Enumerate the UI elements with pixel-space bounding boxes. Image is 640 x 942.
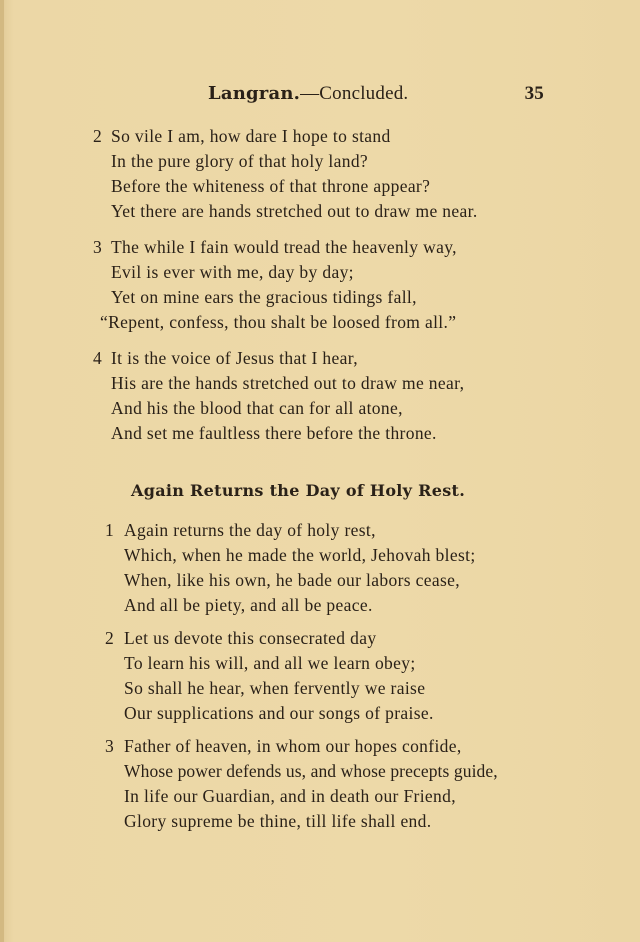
page-binding-edge: [0, 0, 4, 942]
running-title-suffix: —Concluded.: [300, 83, 409, 104]
verse-line: Father of heaven, in whom our hopes confide,: [124, 736, 462, 756]
verse-line: And set me faultless there before the throne.: [111, 423, 437, 443]
verse-line: In life our Guardian, and in death our Friend,: [124, 786, 456, 806]
verse-line: It is the voice of Jesus that I hear,: [111, 348, 358, 368]
verse-line: When, like his own, he bade our labors cease,: [124, 570, 460, 590]
verse-line: His are the hands stretched out to draw me near,: [111, 373, 465, 393]
page-number: 35: [524, 83, 544, 104]
verse-line: Again returns the day of holy rest,: [124, 520, 376, 540]
verse-line: “Repent, confess, thou shalt be loosed from all.”: [100, 312, 457, 332]
verse-line: To learn his will, and all we learn obey;: [124, 653, 416, 673]
stanza-number: 2: [93, 126, 102, 146]
verse-line: Before the whiteness of that throne appear?: [111, 176, 431, 196]
verse-line: Whose power defends us, and whose precepts guide,: [124, 761, 498, 781]
verse-line: And all be piety, and all be peace.: [124, 595, 373, 615]
stanza-number: 2: [105, 628, 114, 648]
verse-line: Our supplications and our songs of praise.: [124, 703, 434, 723]
verse-line: In the pure glory of that holy land?: [111, 151, 369, 171]
verse-line: Evil is ever with me, day by day;: [111, 262, 354, 282]
running-title: [208, 83, 408, 105]
verse-line: So vile I am, how dare I hope to stand: [111, 126, 391, 146]
verse-line: Yet there are hands stretched out to draw me near.: [111, 201, 478, 221]
stanza-number: 3: [105, 736, 114, 756]
stanza-number: 1: [105, 520, 114, 540]
stanza-number: 4: [93, 348, 102, 368]
verse-line: And his the blood that can for all atone,: [111, 398, 403, 418]
verse-line: The while I fain would tread the heavenly way,: [111, 237, 457, 257]
verse-line: Glory supreme be thine, till life shall end.: [124, 811, 432, 831]
hymn-title: Again Returns the Day of Holy Rest.: [131, 481, 466, 500]
verse-line: Which, when he made the world, Jehovah blest;: [124, 545, 476, 565]
verse-line: Let us devote this consecrated day: [124, 628, 377, 648]
page-header: [208, 83, 544, 107]
verse-line: So shall he hear, when fervently we raise: [124, 678, 426, 698]
verse-line: Yet on mine ears the gracious tidings fall,: [111, 287, 417, 307]
running-title-name: Langran.: [208, 83, 301, 104]
stanza-number: 3: [93, 237, 102, 257]
